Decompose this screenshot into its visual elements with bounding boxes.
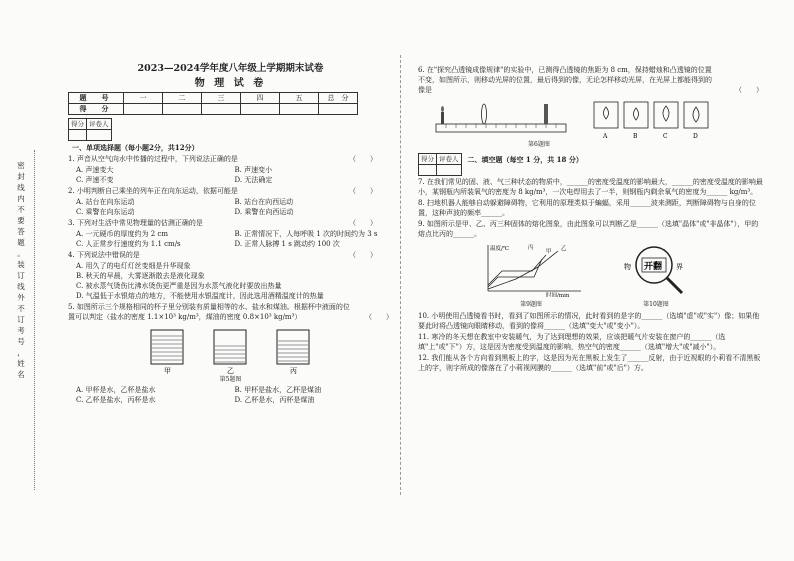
question-stem: 1. 声音从空气向水中传播的过程中，下列说法正确的是	[68, 155, 238, 163]
series-bing	[488, 259, 542, 287]
score-table	[68, 92, 358, 115]
x-axis-label: 时间/min	[546, 293, 570, 297]
binding-char: 封	[17, 172, 25, 181]
question-11: 11. 寒冷的冬天想在教室中安装暖气，为了达到理想的效果，应该把暖气片安装在窗户的______（选填"上"或"下"）方，这是因为密度受到温度的影响，热空气的密度______（选填"增大"或"减小"）。	[418, 333, 726, 351]
beaker-label: 丙	[289, 367, 297, 374]
binding-char: 要	[17, 216, 25, 225]
score-row-label: 得 分	[69, 104, 124, 115]
binding-char: 外	[17, 293, 25, 302]
binding-char: 考	[17, 326, 25, 335]
option: A. 一元硬币的厚度约为 2 cm	[76, 230, 168, 238]
binding-char: 答	[17, 227, 25, 236]
question-stem: 6. 在"探究凸透镜成像规律"的实验中，已测得凸透镜的焦距为 8 cm，保持蜡烛和凸透镜的位置不变，如图所示，则移动光屏的位置，最后得到的像，无论怎样移动光屏，在光屏上都能得到的像是	[418, 66, 712, 94]
question-stem: 5. 如图所示三个规格相同的杯子里分别装有质量相等的水、盐水和煤油。根据杯中液面的位置可以判定（盐水的密度 1.1×10³ kg/m³，煤油的密度 0.8×10³ kg/m³）	[68, 303, 350, 321]
score-table-score-row	[69, 104, 358, 115]
answer-paren[interactable]: （ ）	[349, 219, 377, 227]
option: B. 声速变小	[234, 166, 273, 174]
binding-char: 不	[17, 205, 25, 214]
section1-heading: 一、单项选择题（每小题2分，共12分）	[72, 143, 199, 152]
beaker-bing	[277, 330, 309, 364]
option: B. 站台在向西运动	[234, 198, 294, 206]
binding-char: 装	[17, 260, 25, 269]
score-col: 四	[241, 93, 280, 104]
melting-graph	[476, 241, 586, 297]
right-column	[418, 64, 763, 374]
score-col: 一	[124, 93, 163, 104]
figure-caption: 第6题图	[528, 141, 550, 148]
option: A. 用久了的电灯灯丝变细是升华现象	[76, 262, 191, 270]
binding-char: 内	[17, 194, 25, 203]
figures-9-10	[476, 241, 763, 310]
score-col: 二	[163, 93, 202, 104]
binding-char: 线	[17, 183, 25, 192]
figure-10	[616, 241, 696, 310]
question-3-options	[68, 229, 393, 249]
binding-char: 订	[17, 271, 25, 280]
binding-char: 订	[17, 315, 25, 324]
option: B. 正常情况下，人每呼吸 1 次的时间约为 3 s	[234, 230, 378, 238]
y-axis-label: 温度/℃	[490, 246, 510, 252]
binding-char: 姓	[17, 359, 25, 368]
question-4	[68, 250, 393, 260]
question-12: 12. 我们能从各个方向看到黑板上的字，这是因为光在黑板上发生了______反射，由于近视眼的小莉看不清黑板上的字，则字所成的像落在了小莉视网膜的______（选填"前"或"后"）方。	[418, 354, 761, 372]
answer-paren[interactable]: （ ）	[349, 155, 377, 163]
option: C. 被水蒸气烫伤比沸水烫伤更严重是因为水蒸气液化时要放出热量	[76, 282, 282, 290]
option: D. 乘警在向西运动	[234, 208, 294, 216]
score-cell[interactable]	[124, 104, 163, 115]
question-stem: 3. 下列对生活中常见物理量的估测正确的是	[68, 219, 203, 227]
optical-bench	[432, 98, 572, 140]
grader-score-label: 得分	[69, 119, 87, 130]
binding-line	[34, 150, 35, 490]
exam-title: 2023—2024学年度八年级上学期期末试卷	[137, 63, 324, 74]
score-table-header-row	[69, 93, 358, 104]
question-6	[418, 65, 763, 95]
question-3	[68, 218, 393, 228]
option: C. 人正常步行速度约为 1.1 cm/s	[76, 240, 181, 248]
option: B. 甲杯是盐水，乙杯是煤油	[234, 386, 322, 394]
score-cell[interactable]	[280, 104, 319, 115]
candle	[441, 112, 444, 124]
grader-score-label: 得分	[419, 154, 437, 165]
option: C. 声速不变	[76, 176, 114, 184]
score-col: 三	[202, 93, 241, 104]
option: D. 气温低于水银熔点的地方，不能使用水银温度计，因此选用酒精温度计的热量	[76, 292, 324, 300]
option: D. 正常人脉搏 1 s 跳动约 100 次	[234, 240, 340, 248]
series-label: 乙	[561, 246, 567, 252]
binding-char: 名	[17, 370, 25, 379]
question-1-options	[68, 165, 393, 185]
option: A. 甲杯是水，乙杯是盐水	[76, 386, 156, 394]
binding-char: ，	[17, 348, 25, 357]
question-8: 8. 扫地机器人能够自动躲避障碍物，它利用的原理类似于蝙蝠，采用______波来测距，判断障碍物与自身的位置，这种声波的频率______。	[418, 199, 756, 217]
option: C. 乙杯是盐水，丙杯是水	[76, 396, 156, 404]
option: D. 乙杯是水，丙杯是煤油	[234, 396, 315, 404]
option: C. 乘警在向东运动	[76, 208, 135, 216]
light-screen	[544, 104, 548, 124]
option-label: A	[603, 133, 608, 140]
option-label: B	[633, 133, 638, 140]
magnified-text: 开翻	[644, 262, 663, 272]
answer-paren[interactable]: （ ）	[365, 313, 393, 321]
binding-char: 线	[17, 282, 25, 291]
binding-char: 题	[17, 238, 25, 247]
question-1	[68, 154, 393, 164]
score-col: 总 分	[319, 93, 358, 104]
question-2	[68, 186, 393, 196]
grader-reviewer-cell[interactable]	[437, 165, 462, 176]
answer-paren[interactable]: （ ）	[349, 251, 377, 259]
question-7: 7. 在我们常见的固、液、气三种状态的物质中，______的密度受温度的影响最大，______的密度受温度的影响最小，某钢瓶内所装氧气的密度为 8 kg/m³，一次电焊用去了一半，则钢瓶内剩余氧气的密度为______ kg/m³。	[418, 178, 763, 196]
binding-char: 密	[17, 161, 25, 170]
score-cell[interactable]	[319, 104, 358, 115]
grader-reviewer-label: 评卷人	[87, 119, 112, 130]
convex-lens	[482, 104, 487, 124]
grader-box-2	[418, 153, 763, 176]
score-cell[interactable]	[163, 104, 202, 115]
answer-paren[interactable]: （ ）	[735, 86, 763, 94]
figure-caption: 第9题图	[520, 301, 542, 308]
side-char: 物	[624, 263, 631, 271]
question-5	[68, 302, 393, 322]
beaker-label: 乙	[226, 367, 234, 374]
page-fold-line	[400, 55, 402, 495]
grader-score-cell[interactable]	[69, 130, 87, 141]
option: B. 秋天的早晨，大雾逐渐散去是液化现象	[76, 272, 205, 280]
binding-strip	[14, 160, 28, 380]
figure-caption: 第5题图	[219, 376, 242, 383]
binding-char: 不	[17, 304, 25, 313]
magnifier-handle	[667, 278, 682, 293]
beaker-yi	[214, 330, 246, 364]
question-9: 9. 如图所示是甲、乙、丙三种固体的熔化图象，由此图象可以判断乙是______（选填"晶体"或"非晶体"），甲的熔点比丙的______。	[418, 220, 759, 238]
question-stem: 4. 下列说法中错误的是	[68, 251, 140, 259]
grader-table	[418, 153, 462, 176]
binding-char: 。	[17, 249, 25, 258]
series-label: 丙	[528, 245, 534, 251]
exam-subtitle: 物 理 试 卷	[194, 78, 267, 89]
question-2-options	[68, 197, 393, 217]
magnifier-figure	[616, 241, 696, 297]
option: A. 站台在向东运动	[76, 198, 135, 206]
option: A. 声速变大	[76, 166, 114, 174]
grader-table	[68, 118, 112, 141]
question-stem: 2. 小明判断自己乘坐的列车正在向东运动，依据可能是	[68, 187, 238, 195]
series-label: 甲	[546, 249, 552, 255]
grader-reviewer-cell[interactable]	[87, 130, 112, 141]
question-10: 10. 小明使用凸透镜看书时，看到了如图所示的情况，此时看到的是字的______（选填"虚"或"实"）像；如果他要此时将凸透镜向眼睛移动，看到的像将______（选填"变大"或"变小"）。	[418, 312, 760, 330]
grader-reviewer-label: 评卷人	[437, 154, 462, 165]
side-char: 界	[676, 263, 683, 271]
score-row-label: 题 号	[69, 93, 124, 104]
series-yi	[488, 251, 558, 289]
score-cell[interactable]	[241, 104, 280, 115]
figure-9	[476, 241, 586, 310]
beaker-label: 甲	[163, 367, 171, 374]
answer-paren[interactable]: （ ）	[349, 187, 377, 195]
beaker-jia	[151, 330, 183, 364]
left-column	[68, 64, 393, 405]
beakers-figure	[146, 326, 316, 374]
question-5-options	[68, 385, 393, 405]
option-label: D	[693, 133, 698, 140]
figure-5	[68, 326, 393, 374]
score-col: 五	[280, 93, 319, 104]
figure-6	[432, 98, 763, 140]
grader-score-cell[interactable]	[419, 165, 437, 176]
image-options	[592, 98, 712, 140]
grader-box-1	[68, 118, 393, 141]
score-cell[interactable]	[202, 104, 241, 115]
option-label: C	[663, 133, 668, 140]
section2-heading: 二、填空题（每空 1 分，共 18 分）	[467, 155, 583, 164]
option: D. 无法确定	[234, 176, 273, 184]
binding-char: 号	[17, 337, 25, 346]
figure-caption: 第10题图	[643, 301, 669, 308]
